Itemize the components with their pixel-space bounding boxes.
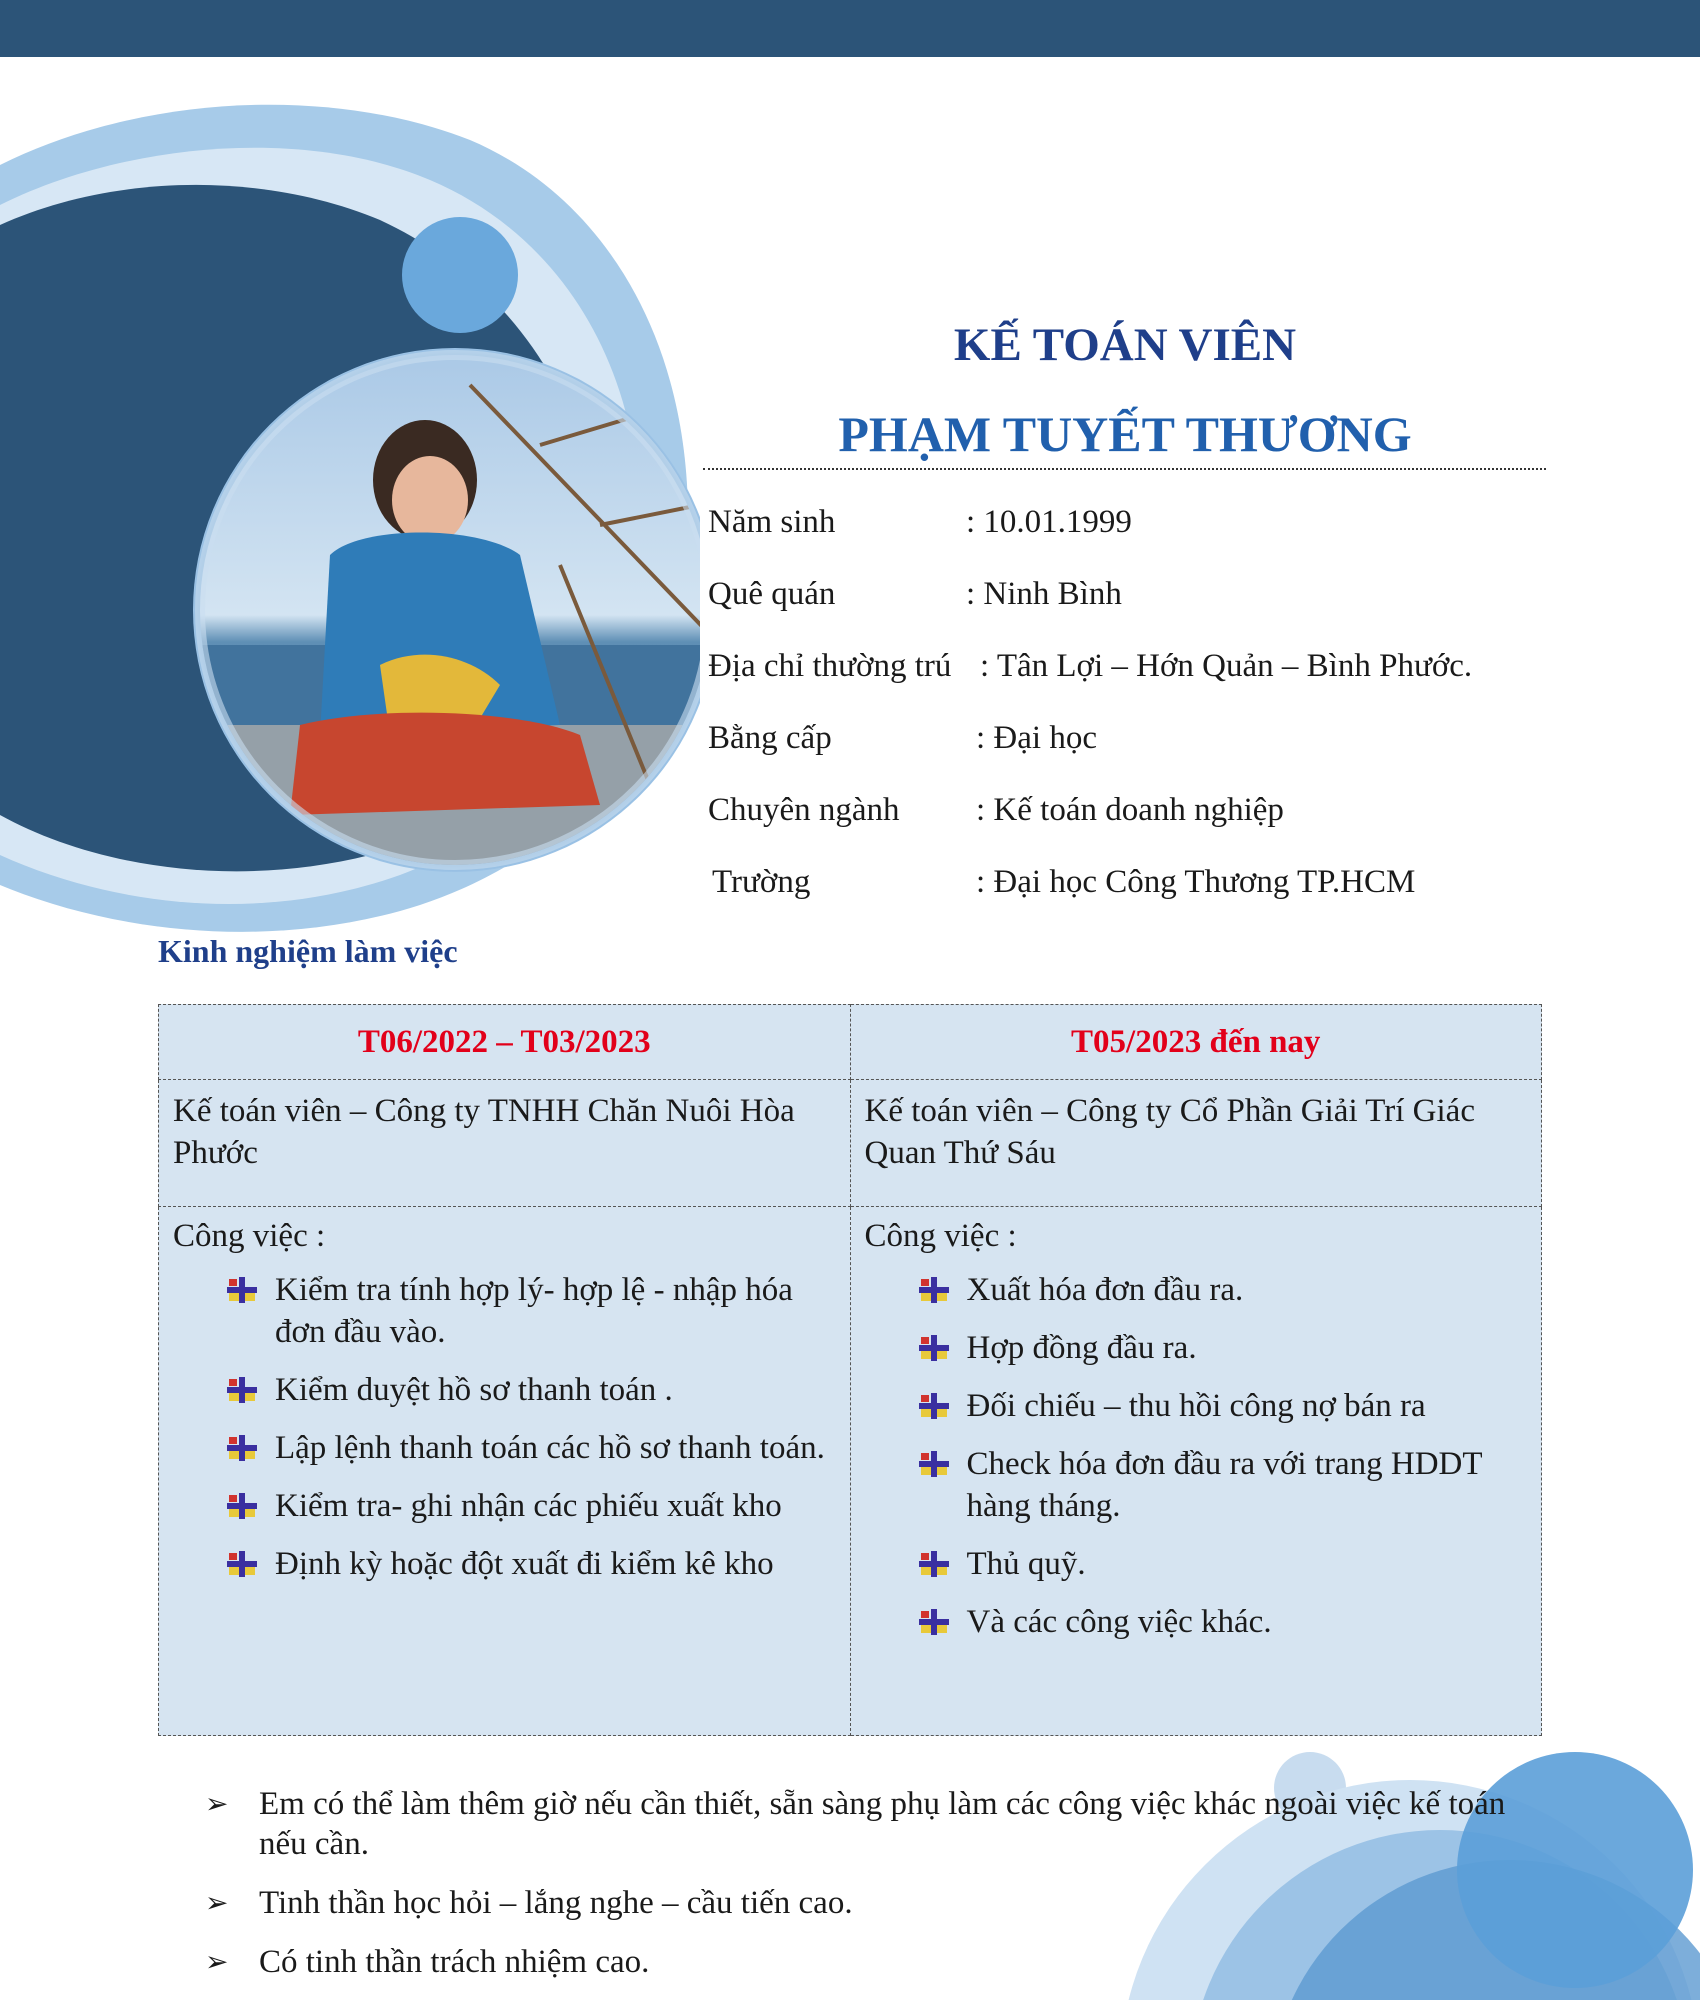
note-text: Em có thể làm thêm giờ nếu cần thiết, sẵn sàng phụ làm các công việc khác ngoài việc kế toán nếu cần. [259,1786,1506,1862]
info-value: : Đại học Công Thương TP.HCM [976,864,1416,900]
duty-item [919,1601,1528,1643]
job-period: T05/2023 đến nay [850,1005,1542,1080]
duties-label: Công việc : [173,1218,326,1254]
arrow-bullet-icon: ➢ [205,1886,229,1919]
duty-item [227,1543,836,1585]
duty-text: Đối chiếu – thu hồi công nợ bán ra [966,1388,1426,1424]
experience-heading: Kinh nghiệm làm việc [158,933,458,969]
candidate-name: PHẠM TUYẾT THƯƠNG [838,406,1412,462]
job-company: Kế toán viên – Công ty Cổ Phần Giải Trí Giác Quan Thứ Sáu [850,1080,1542,1207]
info-label: Quê quán [708,576,836,612]
info-label: Chuyên ngành [708,792,900,828]
plus-bullet-icon [227,1493,257,1519]
info-value: : 10.01.1999 [966,504,1132,540]
duty-text: Kiểm duyệt hồ sơ thanh toán . [275,1372,673,1408]
arrow-bullet-icon: ➢ [205,1787,229,1820]
plus-bullet-icon [919,1551,949,1577]
duty-item [919,1543,1528,1585]
duty-text: Check hóa đơn đầu ra với trang HDDT hàng tháng. [966,1446,1482,1524]
title-divider [703,468,1546,470]
duty-list [865,1269,1528,1643]
duty-text: Kiểm tra- ghi nhận các phiếu xuất kho [275,1488,782,1524]
plus-bullet-icon [227,1551,257,1577]
note-item [205,1883,1535,1923]
note-text: Có tinh thần trách nhiệm cao. [259,1944,650,1980]
notes-list [205,1784,1535,2001]
plus-bullet-icon [227,1435,257,1461]
experience-table [158,1004,1542,1736]
note-item [205,1784,1535,1864]
plus-bullet-icon [919,1277,949,1303]
duty-text: Xuất hóa đơn đầu ra. [966,1272,1244,1308]
plus-bullet-icon [919,1451,949,1477]
duty-item [227,1485,836,1527]
duty-text: Và các công việc khác. [966,1604,1272,1640]
note-text: Tinh thần học hỏi – lắng nghe – cầu tiến cao. [259,1885,853,1921]
note-item [205,1942,1535,1982]
job-period: T06/2022 – T03/2023 [159,1005,851,1080]
duty-item [227,1269,836,1353]
info-label: Địa chỉ thường trú [708,648,952,684]
duty-text: Định kỳ hoặc đột xuất đi kiểm kê kho [275,1546,774,1582]
info-label: Trường [712,864,811,900]
plus-bullet-icon [919,1393,949,1419]
info-value: : Kế toán doanh nghiệp [976,792,1284,828]
top-banner [0,0,1700,57]
info-label: Năm sinh [708,504,836,540]
job-duties [850,1207,1542,1736]
plus-bullet-icon [919,1609,949,1635]
duty-item [227,1427,836,1469]
plus-bullet-icon [919,1335,949,1361]
duties-label: Công việc : [864,1218,1017,1254]
job-company: Kế toán viên – Công ty TNHH Chăn Nuôi Hòa Phước [159,1080,851,1207]
duty-text: Thủ quỹ. [966,1546,1086,1582]
duty-text: Kiểm tra tính hợp lý- hợp lệ - nhập hóa đơn đầu vào. [275,1272,793,1350]
info-value: : Đại học [976,720,1097,756]
plus-bullet-icon [227,1377,257,1403]
duty-list [173,1269,836,1585]
job-duties [159,1207,851,1736]
duty-item [227,1369,836,1411]
plus-bullet-icon [227,1277,257,1303]
info-value: : Ninh Bình [966,576,1122,612]
duty-item [919,1327,1528,1369]
duty-item [919,1269,1528,1311]
arrow-bullet-icon: ➢ [205,1945,229,1978]
duty-text: Hợp đồng đầu ra. [966,1330,1197,1366]
duty-text: Lập lệnh thanh toán các hồ sơ thanh toán. [275,1430,825,1466]
duty-item [919,1385,1528,1427]
profile-photo-frame [0,85,700,945]
job-title: KẾ TOÁN VIÊN [953,319,1297,371]
duty-item [919,1443,1528,1527]
info-value: : Tân Lợi – Hớn Quản – Bình Phước. [980,648,1473,684]
info-label: Bằng cấp [708,720,832,756]
